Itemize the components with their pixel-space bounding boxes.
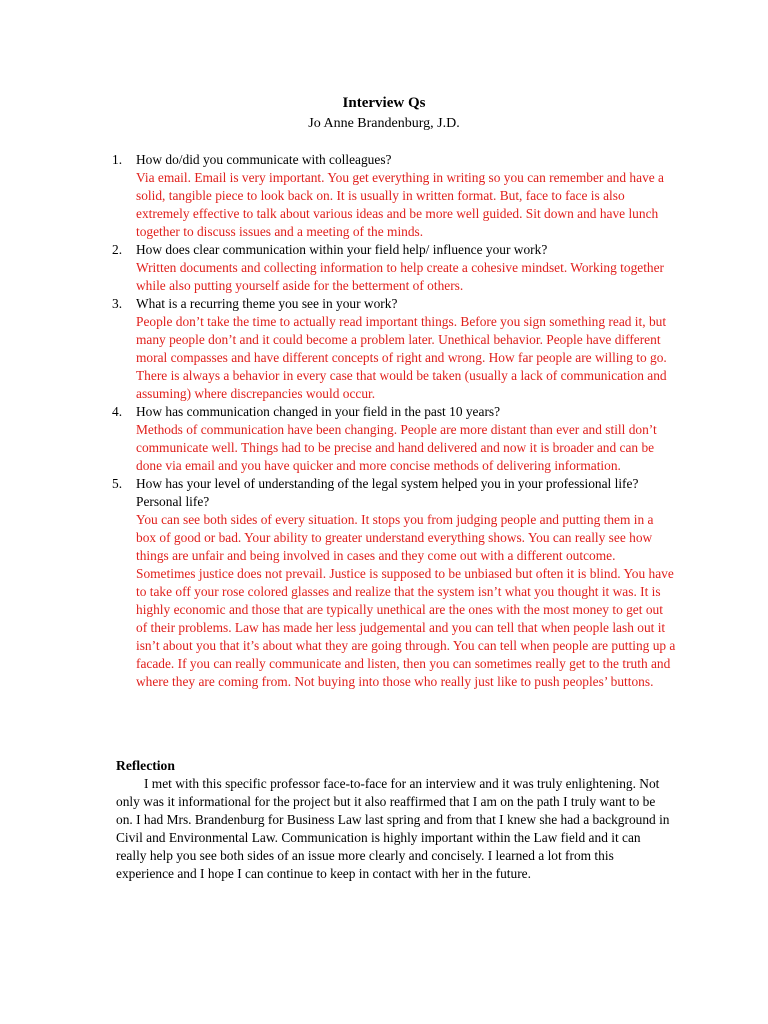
list-item xyxy=(108,475,676,691)
question-text: How has your level of understanding of the legal system helped you in your professional life? Personal life? xyxy=(136,476,639,509)
question-text: What is a recurring theme you see in your work? xyxy=(136,296,398,311)
question-number: 3. xyxy=(112,296,123,311)
question-number: 5. xyxy=(112,476,123,491)
document-title: Interview Qs xyxy=(342,95,426,111)
answer-text: Written documents and collecting information to help create a cohesive mindset. Working together while also putting yourself aside for the betterment of others. xyxy=(136,260,665,293)
reflection-paragraph: I met with this specific professor face-to-face for an interview and it was truly enlightening. Not only was it informational for the project but it also reaffirmed that I am on the path I truly want to be on. I had Mrs. Brandenburg for Business Law last spring and from that I knew she had a background in Civil and Environmental Law. Communication is highly important within the Law field and it can really help you see both sides of an issue more clearly and concisely. I learned a lot from this experience and I hope I can continue to keep in contact with her in the future. xyxy=(116,776,670,881)
question-text: How does clear communication within your field help/ influence your work? xyxy=(136,242,548,257)
list-item xyxy=(108,295,676,403)
answer-text: People don’t take the time to actually read important things. Before you sign something read it, but many people don’t and it could become a problem later. Unethical behavior. People have different moral compasses and have different concepts of right and wrong. How far people are willing to go. There is always a behavior in every case that would be taken (usually a lack of communication and assuming) where discrepancies would occur. xyxy=(136,314,667,401)
question-text: How do/did you communicate with colleagues? xyxy=(136,152,392,167)
interviewee-name: Jo Anne Brandenburg, J.D. xyxy=(308,116,460,131)
answer-text: You can see both sides of every situation. It stops you from judging people and putting them in a box of good or bad. Your ability to greater understand everything shows. You can really see how things are unfair and being involved in cases and they come out with a different outcome. Sometimes justice does not prevail. Justice is supposed to be unbiased but often it is blind. You have to take off your rose colored glasses and realize that the system isn’t what you thought it was. It is highly economic and those that are typically unethical are the ones with the most money to get out of their problems. Law has made her less judgemental and you can tell that when people lash out it isn’t about you that it’s about what they are going through. You can tell when people are putting up a facade. If you can really communicate and listen, then you can sometimes really get to the truth and where they are coming from. Not buying into those who really just like to push peoples’ buttons. xyxy=(136,512,676,689)
list-item xyxy=(108,403,676,475)
answer-text: Via email. Email is very important. You get everything in writing so you can remember and have a solid, tangible piece to look back on. It is usually in written format. But, face to face is also extremely effective to talk about various ideas and be more well guided. Sit down and have lunch together to discuss issues and a meeting of the minds. xyxy=(136,170,664,239)
question-number: 1. xyxy=(112,152,123,167)
list-item xyxy=(108,241,676,295)
question-number: 2. xyxy=(112,242,123,257)
list-item xyxy=(108,151,676,241)
answer-text: Methods of communication have been changing. People are more distant than ever and still don’t communicate well. Things had to be precise and hand delivered and now it is broader and can be done via email and you have quicker and more concise methods of delivering information. xyxy=(136,422,657,473)
interview-question-list xyxy=(108,151,676,691)
question-text: How has communication changed in your field in the past 10 years? xyxy=(136,404,501,419)
question-number: 4. xyxy=(112,404,123,419)
reflection-heading: Reflection xyxy=(116,758,175,773)
